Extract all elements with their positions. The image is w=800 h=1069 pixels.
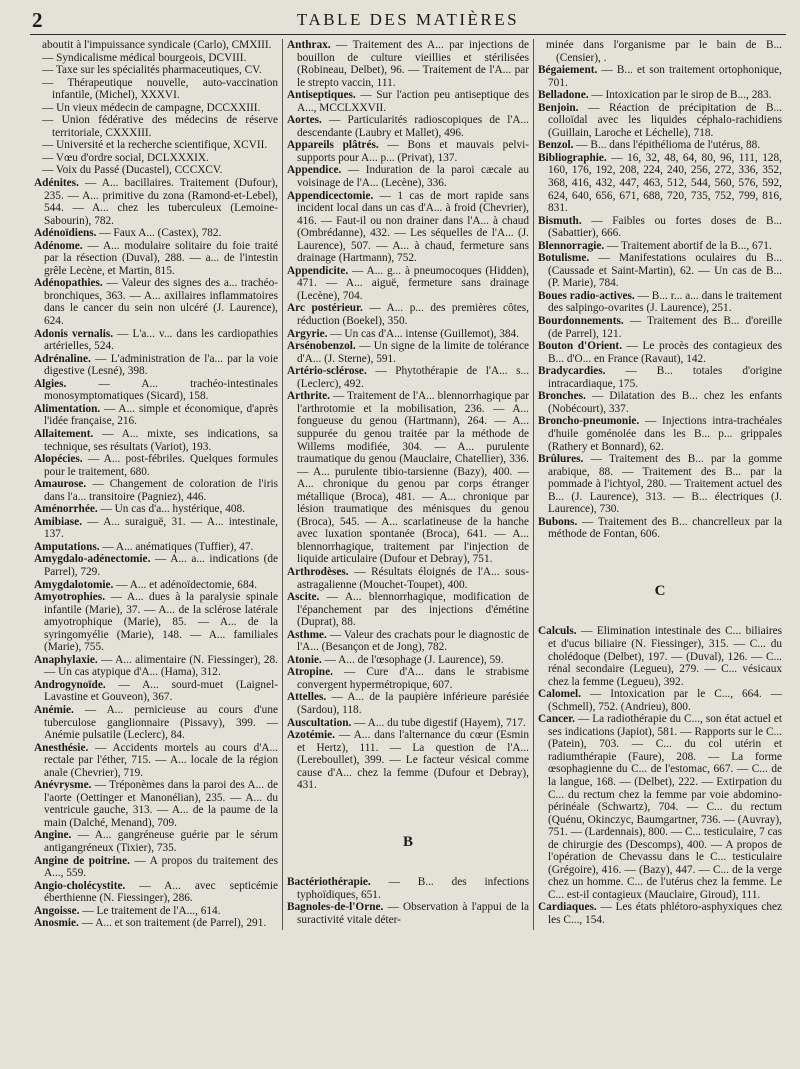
index-entry (538, 215, 782, 240)
entry-text: — A... et son traitement (de Parrel), 291. (78, 917, 267, 930)
entry-keyword: Boues radio-actives. (538, 289, 635, 302)
entry-keyword: Bouton d'Orient. (538, 340, 623, 353)
entry-text: — A... post-fébriles. Quelques formules pour le traitement, 680. (44, 453, 278, 478)
entry-keyword: Arthrite. (287, 390, 330, 403)
entry-text: — Changement de coloration de l'iris dans l'a... transitoire (Pagniez), 446. (44, 478, 278, 503)
entry-keyword: Brûlures. (538, 453, 584, 466)
entry-keyword: Appendicite. (287, 264, 349, 277)
index-entry (538, 252, 782, 290)
entry-text: — Un signe de la limite de tolérance d'A... (J. Sterne), 591. (297, 340, 530, 365)
index-entry (34, 378, 278, 403)
entry-text: — Le traitement de l'A..., 614. (79, 904, 221, 917)
index-entry (287, 390, 529, 566)
index-entry (287, 114, 529, 139)
index-entry (34, 177, 278, 227)
entry-text: — Les états phlétoro-asphyxiques chez les C..., 154. (548, 901, 783, 926)
entry-text: — Valeur des crachats pour le diagnostic de l'A... (Besançon et de Jong), 782. (297, 628, 530, 654)
entry-keyword: Artério-sclérose. (287, 365, 367, 378)
entry-text: — A... trachéo-intestinales monosymptomatiques (Sicard), 158. (44, 377, 278, 403)
entry-keyword: Atropine. (287, 666, 333, 679)
entry-text: — Traitement des B... par la gomme arabique, 88. — Traitement des B... par la pommade à l'ichtyol, 280. — Traitement actuel des B... (J. Laurence), 313. — B... électriques (J. Laurence), 730. (548, 453, 783, 516)
entry-text: — Traitement des B... chancrelleux par la méthode de Fontan, 606. (548, 515, 783, 541)
index-entry (287, 901, 529, 926)
index-entry (287, 164, 529, 189)
index-entry (34, 77, 278, 102)
entry-keyword: Antiseptiques. (287, 89, 356, 102)
entry-text: — B... totales d'origine intracardiaque, 175. (548, 365, 783, 390)
entry-text: — Observation à l'appui de la suractivité vitale déter- (297, 901, 530, 926)
page-title: TABLE DES MATIÈRES (296, 10, 520, 29)
entry-keyword: Bourdonnements. (538, 315, 624, 328)
index-entry (34, 855, 278, 880)
index-entry (538, 516, 782, 541)
entry-text: — A... sourd-muet (Laignel-Lavastine et Gouveon), 367. (44, 678, 278, 704)
entry-keyword: Bactériothérapie. (287, 876, 371, 889)
entry-text: — A... suraiguë, 31. — A... intestinale, 137. (44, 515, 278, 541)
entry-keyword: Bibliographie. (538, 151, 607, 164)
index-entry (34, 516, 278, 541)
entry-text: — Syndicalisme médical bourgeois, DCVIII. (42, 51, 247, 64)
entry-text: — Un cas d'a... hystérique, 408. (97, 503, 245, 516)
entry-keyword: Cancer. (538, 713, 575, 726)
entry-keyword: Benzol. (538, 139, 574, 152)
index-entry (538, 64, 782, 89)
index-entry (287, 666, 529, 691)
entry-keyword: Azotémie. (287, 729, 335, 742)
entry-text: — A... bacillaires. Traitement (Dufour), 235. — A... primitive du zona (Ramond-et-Lebel), 544. — A... chez les tuberculeux (Lemoine-Sabourin), 782. (44, 177, 278, 227)
index-entry (34, 328, 278, 353)
index-entry (538, 453, 782, 516)
index-entry (287, 89, 529, 114)
entry-keyword: Arsénobenzol. (287, 340, 356, 353)
entry-keyword: Alopécies. (34, 453, 83, 466)
entry-text: — Un vieux médecin de campagne, DCCXXIII. (42, 101, 261, 114)
entry-keyword: Blennorragie. (538, 239, 605, 252)
entry-keyword: Angoisse. (34, 904, 80, 917)
entry-text: — Résultats éloignés de l'A... sous-astragalienne (Mouchet-Toupet), 400. (297, 565, 530, 591)
entry-text: — A... de l'œsophage (J. Laurence), 59. (321, 653, 504, 666)
entry-text: — A... alimentaire (N. Fiessinger), 28. — Un cas atypique d'A... (Hama), 312. (44, 653, 278, 679)
entry-keyword: Amaurose. (34, 478, 87, 491)
index-entry (34, 240, 278, 278)
entry-keyword: Bronches. (538, 390, 586, 403)
entry-keyword: Appareils plâtrés. (287, 139, 379, 152)
index-entry (287, 876, 529, 901)
entry-text: — Intoxication par le sirop de B..., 283. (588, 89, 772, 102)
section-heading: C (654, 582, 666, 599)
entry-text: — Tréponèmes dans la paroi des A... de l'aorte (Oettinger et Manonélian), 235. — A... du ventricule gauche, 313. — A... de la paume de la main (Dalché, Menand), 709. (44, 779, 278, 829)
entry-text: — A... pernicieuse au cours d'une tuberculose ganglionnaire (Pissavy), 399. — Anémie pulsatile (Leclerc), 84. (44, 703, 278, 742)
entry-text: — Elimination intestinale des C... biliaires et d'ucus biliaire (N. Fiessinger), 315. — C... du cholédoque (Delbet), 197. — (Duval), 126. — C... rénal secondaire (Legueu), 279. — C... vésicaux chez la femme (Legueu), 392. (548, 625, 783, 688)
entry-text: — L'a... v... dans les cardiopathies artérielles, 524. (44, 327, 278, 353)
entry-text: — A... p... des premières côtes, réduction (Boekel), 350. (297, 302, 529, 328)
index-entry (34, 591, 278, 654)
entry-keyword: Bégaiement. (538, 64, 598, 77)
page-number: 2 (32, 8, 43, 32)
index-entry (34, 779, 278, 829)
entry-keyword: Adonis vernalis. (34, 327, 114, 340)
index-entry (538, 102, 782, 140)
entry-keyword: Amibiase. (34, 515, 83, 528)
index-entry (287, 340, 529, 365)
entry-text: — Accidents mortels au cours d'A... rectale par l'éther, 715. — A... locale de la région anale (Chevrier), 719. (44, 741, 278, 779)
index-entry (34, 917, 278, 930)
entry-keyword: Adénopathies. (34, 277, 103, 290)
index-entry (34, 114, 278, 139)
entry-keyword: Bubons. (538, 515, 578, 528)
index-entry (34, 742, 278, 780)
index-entry (287, 265, 529, 303)
entry-keyword: Atonie. (287, 653, 322, 666)
index-entry (538, 625, 782, 688)
entry-text: — Traitement des B... d'oreille (de Parrel), 121. (548, 315, 783, 340)
entry-keyword: Belladone. (538, 89, 589, 102)
index-entry (538, 152, 782, 215)
entry-keyword: Arthrodèses. (287, 565, 349, 578)
entry-text: — B... r... a... dans le traitement des salpingo-ovarites (J. Laurence), 251. (548, 289, 783, 315)
entry-keyword: Adénoïdiens. (34, 227, 97, 240)
entry-text: — Valeur des signes des a... trachéo-bronchiques, 363. — A... axillaires inflammatoires dans le cancer du sein non ulcéré (J. Laurence), 624. (44, 277, 278, 328)
index-entry (538, 901, 782, 926)
entry-text: — Traitement de l'A... blennorrhagique par l'arthrotomie et la mobilisation, 236. — A... fongueuse du genou (Hartmann), 264. — A... suppurée du genou traitée par la méthode de Willems modifiée, 304. — A... purulente traumatique du genou (Mauclaire, Chatellier), 336. — A... purulente tibio-tarsienne (Bazy), 400. — A... chronique du genou par corps étranger métallique (Broca), 481. — A... chronique par lésion traumatique des ménisques du genou (Broca), 545. — A... scarlatineuse de la hanche avec luxation spontanée (Broca), 641. — A... blennorrhagique, traitement par l'injection de liquide articulaire (Dufour et Debray), 751. (297, 390, 530, 566)
page-header (30, 6, 786, 35)
entry-keyword: Attelles. (287, 691, 327, 704)
entry-text: — Sur l'action peu antiseptique des A..., MCCLXXVII. (297, 89, 530, 114)
index-entry (34, 829, 278, 854)
entry-keyword: Aortes. (287, 114, 322, 127)
index-entry (538, 415, 782, 453)
entry-keyword: Bradycardies. (538, 365, 606, 378)
index-entry (287, 591, 529, 629)
entry-keyword: Ascite. (287, 591, 320, 604)
entry-text: — Traitement abortif de la B..., 671. (604, 239, 772, 252)
entry-text: — Taxe sur les spécialités pharmaceutiques, CV. (42, 64, 262, 77)
index-entry (538, 688, 782, 713)
entry-text: — A... anématiques (Tuffier), 47. (99, 540, 254, 553)
index-entry (538, 365, 782, 390)
entry-text: — A... a... indications (de Parrel), 729. (44, 553, 278, 578)
entry-keyword: Cardiaques. (538, 901, 597, 914)
entry-keyword: Asthme. (287, 628, 327, 641)
index-entry (287, 39, 529, 89)
index-entry (538, 713, 782, 901)
index-entry (34, 654, 278, 679)
index-columns (30, 39, 786, 930)
index-entry (287, 729, 529, 792)
entry-keyword: Angine. (34, 829, 72, 842)
entry-text: — A... dans l'alternance du cœur (Esmin et Hertz), 111. — La question de l'A... (Lereboullet), 399. — Le facteur vésical comme cause d'A... chez la femme (Dufour et Debray), 431. (297, 729, 530, 792)
entry-keyword: Angio-cholécystite. (34, 879, 126, 892)
entry-keyword: Broncho-pneumonie. (538, 415, 640, 428)
index-entry (287, 190, 529, 265)
entry-keyword: Appendice. (287, 164, 342, 177)
index-entry (34, 478, 278, 503)
entry-keyword: Calculs. (538, 625, 577, 638)
entry-text: — A... gangréneuse guérie par le sérum antigangréneux (Tixier), 735. (44, 829, 278, 854)
index-entry (538, 315, 782, 340)
entry-keyword: Amputations. (34, 540, 100, 553)
entry-text: — Manifestations oculaires du B... (Caussade et Saint-Martin), 62. — Un cas de B... (P. Marie), 784. (548, 252, 783, 290)
entry-keyword: Alimentation. (34, 402, 101, 415)
index-entry (538, 340, 782, 365)
index-entry (34, 64, 278, 77)
index-entry (34, 227, 278, 240)
entry-text: — Phytothérapie de l'A... s... (Leclerc), 492. (297, 365, 530, 390)
entry-text: minée dans l'organisme par le bain de B... (Censier), . (546, 39, 783, 64)
entry-text: — L'administration de l'a... par la voie digestive (Lesné), 398. (44, 352, 278, 378)
entry-text: — La radiothérapie du C..., son état actuel et ses indications (Japiot), 581. — Rapports sur le C... (Patein), 703. — C... du col utérin et radiumthérapie (Faure), 208. — La forme œsophagienne du C... de l'estomac, 667. — C... de la langue, 168. — (Delbet), 222. — Extirpation du C... du rectum chez la femme par voie abdomino-périnéale (Schwartz), 704. — C... du rectum (Quénu, Okinczyc, Baumgartner, 736. — (Auvray), 751. — (Lardennais), 800. — C... testiculaire, 7 cas de chirurgie des (Descomps), 400. — A propos de l'opération de Chevassu dans le C... testiculaire (Grégoire), 416. — (Bazy), 447. — C... de la verge chez un homme. C... de l'utérus chez la femme. Le C... est-il contagieux (Mauclaire, Giroud), 111. (548, 713, 783, 901)
entry-keyword: Allaitement. (34, 427, 94, 440)
entry-text: — B... dans l'épithélioma de l'utérus, 88. (573, 139, 761, 152)
index-entry (34, 428, 278, 453)
entry-text: — B... des infections typhoïdiques, 651. (297, 876, 530, 901)
index-entry (538, 39, 782, 64)
entry-keyword: Botulisme. (538, 252, 590, 265)
entry-keyword: Adénome. (34, 239, 83, 252)
entry-text: — A... et adénoïdectomie, 684. (113, 578, 258, 591)
index-entry (34, 704, 278, 742)
entry-keyword: Bagnoles-de-l'Orne. (287, 901, 384, 914)
entry-keyword: Calomel. (538, 688, 581, 701)
index-entry (538, 89, 782, 102)
index-entry (34, 39, 278, 52)
index-entry (34, 102, 278, 115)
entry-keyword: Argyrie. (287, 327, 328, 340)
index-entry (287, 566, 529, 591)
entry-keyword: Algies. (34, 377, 67, 390)
entry-text: — Le procès des contagieux des B... d'O... en France (Ravaut), 142. (548, 340, 783, 365)
entry-text: — A propos du traitement des A..., 559. (44, 854, 278, 880)
index-entry (538, 290, 782, 315)
index-column-2 (282, 39, 534, 930)
entry-text: — 16, 32, 48, 64, 80, 96, 111, 128, 160, 176, 192, 208, 224, 240, 256, 272, 336, 352, 368, 416, 432, 447, 463, 512, 544, 560, 576, 592, 624, 640, 656, 671, 688, 720, 735, 752, 799, 816, 831. (548, 151, 783, 215)
entry-text: — A... avec septicémie éberthienne (N. Fiessinger), 286. (44, 879, 278, 905)
entry-text: — Union fédérative des médecins de réserve territoriale, CXXXIII. (42, 114, 278, 139)
entry-text: — Voix du Passé (Ducastel), CCCXCV. (42, 164, 223, 177)
entry-keyword: Amygdalo-adénectomie. (34, 553, 151, 566)
entry-text: — B... et son traitement ortophonique, 701. (548, 64, 783, 89)
entry-text: — Dilatation des B... chez les enfants (Nobécourt), 337. (548, 390, 783, 415)
index-entry (34, 679, 278, 704)
entry-text: — Particularités radioscopiques de l'A... descendante (Laubry et Mallet), 496. (297, 114, 530, 139)
entry-keyword: Arc postérieur. (287, 302, 363, 315)
entry-text: — A... g... à pneumocoques (Hidden), 471. — A... aiguë, fermeture sans drainage (Lecène), 704. (297, 264, 530, 302)
entry-text: — A... du tube digestif (Hayem), 717. (351, 716, 526, 729)
index-entry (34, 277, 278, 327)
index-entry (287, 717, 529, 730)
entry-text: — Injections intra-trachéales d'huile goménolée dans les B... p... grippales (Rathery et Bonnard), 62. (548, 415, 783, 453)
index-entry (34, 403, 278, 428)
index-entry (34, 541, 278, 554)
entry-keyword: Anaphylaxie. (34, 653, 98, 666)
entry-text: — Vœu d'ordre social, DCLXXXIX. (42, 151, 209, 164)
entry-text: — Bons et mauvais pelvi-supports pour A... p... (Privat), 137. (297, 139, 530, 164)
index-entry (34, 553, 278, 578)
entry-text: — Faibles ou fortes doses de B... (Sabattier), 666. (548, 214, 783, 240)
index-entry (287, 654, 529, 667)
entry-text: aboutit à l'impuissance syndicale (Carlo), CMXIII. (42, 39, 272, 51)
entry-text: — A... modulaire solitaire du foie traité par la résection (Duval), 288. — a... de l'intestin grêle Lecène, et Martin, 815. (44, 239, 278, 277)
index-entry (34, 579, 278, 592)
entry-keyword: Angine de poitrine. (34, 854, 130, 867)
entry-text: — Induration de la paroi cæcale au voisinage de l'A... (Lecène), 336. (297, 164, 530, 190)
entry-keyword: Anémie. (34, 703, 74, 716)
entry-text: — A... mixte, ses indications, sa technique, ses résultats (Variot), 193. (44, 427, 278, 453)
entry-keyword: Anévrysme. (34, 779, 92, 792)
index-column-3 (534, 39, 786, 930)
index-entry (538, 240, 782, 253)
index-entry (34, 164, 278, 177)
entry-text: — 1 cas de mort rapide sans incident local dans un cas d'A... à froid (Chevrier), 416. — Faut-il ou non drainer dans l'A... à chaud (Ombrédanne), 432. — Les séquelles de l'A... (J. Laurence), 507. — A... à chaud, fermeture sans drainage (Hartmann), 752. (297, 189, 530, 265)
entry-keyword: Bismuth. (538, 214, 582, 227)
index-entry (34, 880, 278, 905)
index-entry (34, 139, 278, 152)
entry-keyword: Adénites. (34, 177, 79, 190)
index-entry (34, 905, 278, 918)
entry-text: — A... simple et économique, d'après l'idée française, 216. (44, 402, 278, 428)
index-entry (287, 629, 529, 654)
index-entry (287, 365, 529, 390)
entry-keyword: Aménorrhée. (34, 503, 98, 516)
index-entry (34, 453, 278, 478)
entry-keyword: Adrénaline. (34, 352, 91, 365)
entry-keyword: Amyotrophies. (34, 591, 106, 604)
entry-keyword: Appendicectomie. (287, 189, 374, 202)
entry-keyword: Auscultation. (287, 716, 352, 729)
entry-keyword: Anthrax. (287, 39, 331, 51)
entry-text: — Réaction de précipitation de B... colloïdal avec les liquides céphalo-rachidiens (Guillain, Laroche et Léchelle), 718. (548, 101, 783, 139)
entry-keyword: Benjoin. (538, 101, 579, 114)
index-entry (34, 353, 278, 378)
index-entry (34, 152, 278, 165)
index-entry (538, 390, 782, 415)
entry-text: — Cure d'A... dans le strabisme convergent hypermétropique, 607. (297, 666, 530, 691)
index-entry (287, 139, 529, 164)
entry-text: — Intoxication par le C..., 664. — (Schmell), 752. (Andrieu), 800. (548, 688, 783, 713)
entry-keyword: Androgynoïde. (34, 678, 106, 691)
index-column-1 (30, 39, 282, 930)
entry-keyword: Anosmie. (34, 917, 79, 930)
entry-keyword: Anesthésie. (34, 741, 89, 754)
entry-keyword: Amygdalotomie. (34, 578, 114, 591)
entry-text: — Faux A... (Castex), 782. (96, 227, 222, 240)
index-entry (287, 328, 529, 341)
index-entry (287, 691, 529, 716)
entry-text: — A... de la paupière inférieure parésiée (Sardou), 118. (297, 691, 530, 716)
index-entry (538, 139, 782, 152)
index-entry (34, 52, 278, 65)
entry-text: — Un cas d'A... intense (Guillemot), 384. (327, 327, 520, 340)
entry-text: — A... blennorrhagique, modification de l'épanchement par des injections d'émétine (Duprat), 88. (297, 591, 530, 629)
index-entry (287, 302, 529, 327)
entry-text: — Thérapeutique nouvelle, auto-vaccination infantile, (Michel), XXXVI. (42, 76, 278, 102)
entry-text: — A... dues à la paralysie spinale infantile (Marie), 37. — A... de la sclérose latérale amyotrophique (Marie), 85. — A... de la syringomyélie (Marie), 148. — A... familiales (Marie), 755. (44, 591, 278, 654)
entry-text: — Traitement des A... par injections de bouillon de culture vieillies et stérilisées (Robineau, Delbet), 96. — Traitement de l'A... par le strepto vaccin, 111. (297, 39, 530, 89)
index-entry (34, 503, 278, 516)
entry-text: — Université et la recherche scientifique, XCVII. (42, 139, 268, 152)
section-heading: B (403, 833, 414, 850)
